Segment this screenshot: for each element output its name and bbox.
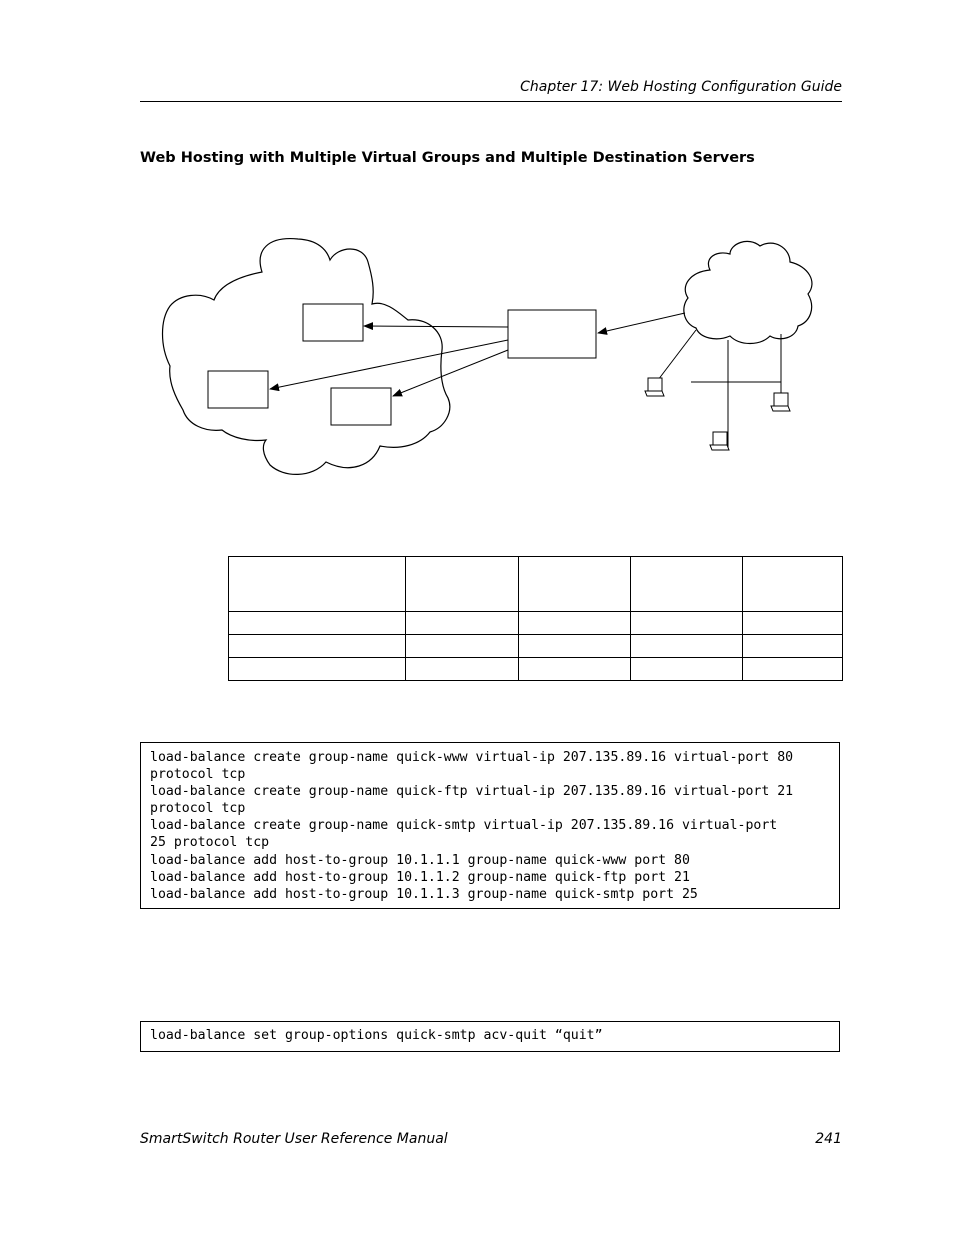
table-cell [406,612,519,635]
table-row [229,635,843,658]
table-cell [743,612,843,635]
table-cell [519,635,631,658]
table-cell [406,658,519,681]
code-line: load-balance create group-name quick-ftp virtual-ip 207.135.89.16 virtual-port 21 [150,784,794,800]
cli-code-block-acv [140,1021,840,1052]
code-line: load-balance create group-name quick-smtp virtual-ip 207.135.89.16 virtual-port [150,818,778,834]
table-cell [229,658,406,681]
code-line: load-balance add host-to-group 10.1.1.1 group-name quick-www port 80 [150,852,690,868]
workstation-icon [645,378,664,396]
table-cell [743,658,843,681]
code-line: load-balance set group-options quick-smtp acv-quit “quit” [150,1028,603,1043]
table-cell [743,635,843,658]
server-box-left [208,371,268,408]
table-cell [631,612,743,635]
section-title: Web Hosting with Multiple Virtual Groups and Multiple Destination Servers [140,150,755,166]
arrow-router-to-server-bottom [393,350,508,396]
code-line: load-balance create group-name quick-www virtual-ip 207.135.89.16 virtual-port 80 [150,750,794,765]
code-line: protocol tcp [150,801,246,817]
table-cell [631,658,743,681]
code-line: 25 protocol tcp [150,835,270,851]
arrow-internet-to-router [598,313,685,333]
server-box-top [303,304,363,341]
network-diagram [0,0,954,540]
table-header-cell [743,557,843,612]
footer-manual-title: SmartSwitch Router User Reference Manual [140,1131,448,1147]
table-header-cell [519,557,631,612]
internet-cloud-icon [684,241,812,343]
cli-code-block [140,742,840,909]
server-box-bottom [331,388,391,425]
table-cell [229,635,406,658]
code-line: protocol tcp [150,767,246,783]
table-header-row [229,557,843,612]
table-cell [631,635,743,658]
workstation-icon [710,432,729,450]
table-row [229,658,843,681]
server-farm-cloud-icon [163,239,450,475]
table-header-cell [229,557,406,612]
client-line-1 [658,330,696,380]
page-number: 241 [815,1131,842,1147]
table-cell [229,612,406,635]
config-table [228,556,843,681]
table-cell [406,635,519,658]
running-header: Chapter 17: Web Hosting Configuration Guide [520,79,842,95]
workstation-icon [771,393,790,411]
table-header-cell [631,557,743,612]
code-line: load-balance add host-to-group 10.1.1.2 group-name quick-ftp port 21 [150,869,690,885]
router-box [508,310,596,358]
table-cell [519,612,631,635]
table-row [229,612,843,635]
arrow-router-to-server-top [364,326,508,327]
table-cell [519,658,631,681]
code-line: load-balance add host-to-group 10.1.1.3 group-name quick-smtp port 25 [150,886,698,902]
table-header-cell [406,557,519,612]
